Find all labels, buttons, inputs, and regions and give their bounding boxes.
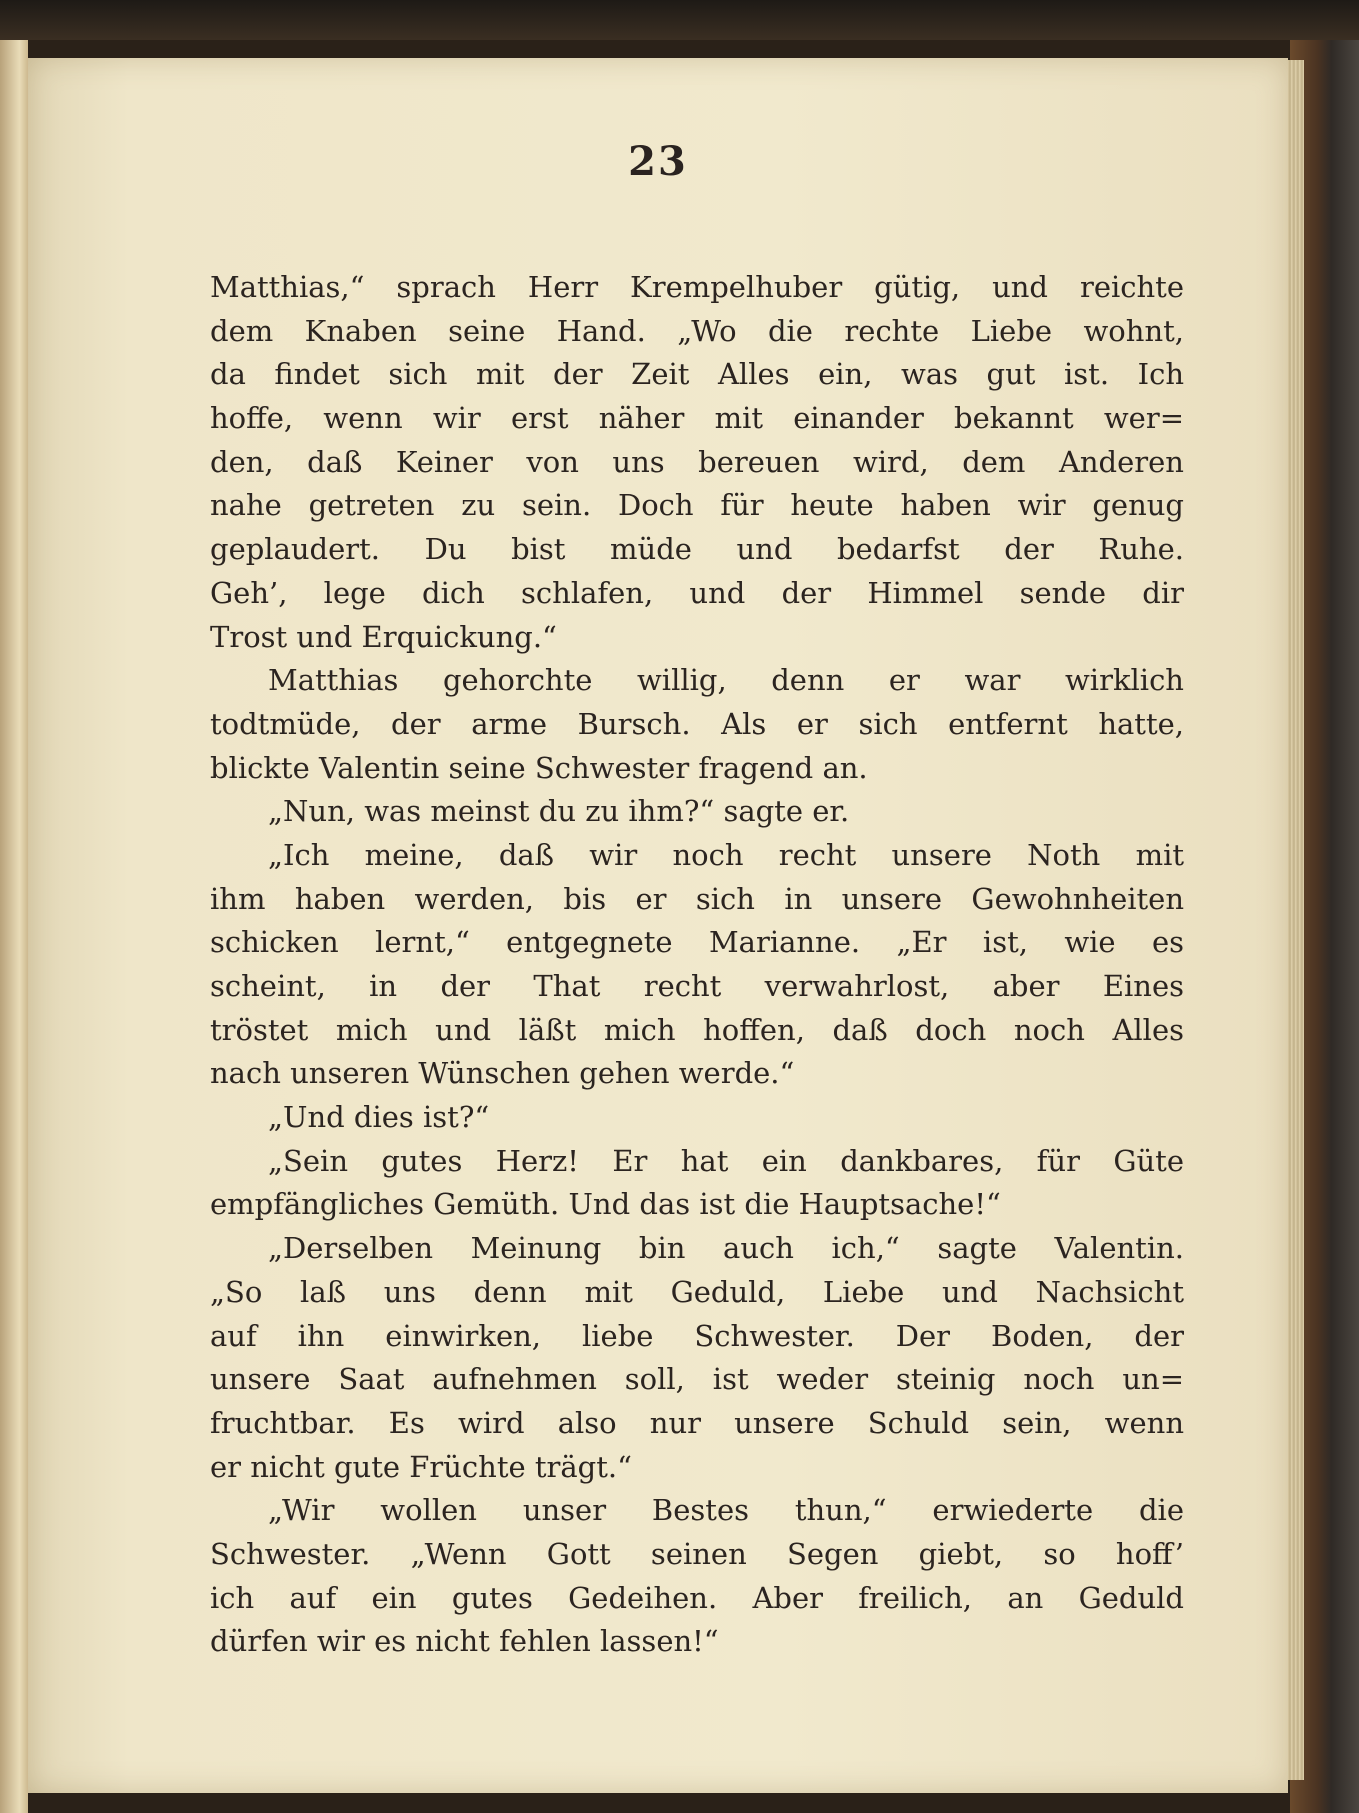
text-line: dem Knaben seine Hand. „Wo die rechte Liebe wohnt, [210, 313, 1184, 348]
text-line: auf ihn einwirken, liebe Schwester. Der Boden, der [210, 1318, 1184, 1353]
book-top-background [0, 0, 1359, 40]
text-line: dürfen wir es nicht fehlen lassen!“ [210, 1624, 719, 1659]
text-line: „Ich meine, daß wir noch recht unsere Noth mit [268, 837, 1184, 872]
text-line: empfängliches Gemüth. Und das ist die Hauptsache!“ [210, 1187, 1001, 1222]
book-page [28, 58, 1288, 1793]
text-line: Trost und Erquickung.“ [210, 619, 557, 654]
text-line: „Und dies ist?“ [268, 1100, 490, 1135]
page-text [210, 266, 1184, 1664]
text-line: schicken lernt,“ entgegnete Marianne. „Er ist, wie es [210, 925, 1184, 960]
text-line: blickte Valentin seine Schwester fragend an. [210, 750, 868, 785]
text-line: da findet sich mit der Zeit Alles ein, was gut ist. Ich [210, 357, 1184, 392]
text-line: ihm haben werden, bis er sich in unsere Gewohnheiten [210, 881, 1184, 916]
text-line: scheint, in der That recht verwahrlost, aber Eines [210, 969, 1184, 1003]
text-line: „So laß uns denn mit Geduld, Liebe und Nachsicht [210, 1274, 1184, 1309]
text-line: „Wir wollen unser Bestes thun,“ erwiederte die [268, 1493, 1184, 1528]
text-line: Geh’, lege dich schlafen, und der Himmel sende dir [210, 575, 1184, 610]
text-line: todtmüde, der arme Bursch. Als er sich entfernt hatte, [210, 706, 1184, 741]
text-line: er nicht gute Früchte trägt.“ [210, 1449, 632, 1484]
page-number: 23 [628, 138, 688, 185]
text-line: Matthias gehorchte willig, denn er war wirklich [268, 663, 1184, 698]
text-line: fruchtbar. Es wird also nur unsere Schuld sein, wenn [210, 1405, 1184, 1440]
text-line: den, daß Keiner von uns bereuen wird, dem Anderen [210, 444, 1184, 479]
text-line: „Derselben Meinung bin auch ich,“ sagte Valentin. [268, 1231, 1184, 1266]
text-line: nach unseren Wünschen gehen werde.“ [210, 1056, 795, 1091]
text-line: unsere Saat aufnehmen soll, ist weder steinig noch un= [210, 1362, 1184, 1397]
text-line: „Sein gutes Herz! Er hat ein dankbares, für Güte [268, 1143, 1184, 1178]
text-line: „Nun, was meinst du zu ihm?“ sagte er. [268, 794, 850, 829]
text-line: geplaudert. Du bist müde und bedarfst der Ruhe. [210, 532, 1184, 567]
text-line: tröstet mich und läßt mich hoffen, daß doch noch Alles [210, 1012, 1184, 1047]
text-line: nahe getreten zu sein. Doch für heute haben wir genug [210, 488, 1184, 523]
text-line: Schwester. „Wenn Gott seinen Segen giebt, so hoff’ [210, 1536, 1184, 1571]
text-line: Matthias,“ sprach Herr Krempelhuber gütig, und reichte [210, 270, 1184, 304]
facing-page-edge [0, 40, 28, 1813]
text-line: ich auf ein gutes Gedeihen. Aber freilich, an Geduld [210, 1580, 1184, 1615]
text-line: hoffe, wenn wir erst näher mit einander bekannt wer= [210, 401, 1184, 436]
